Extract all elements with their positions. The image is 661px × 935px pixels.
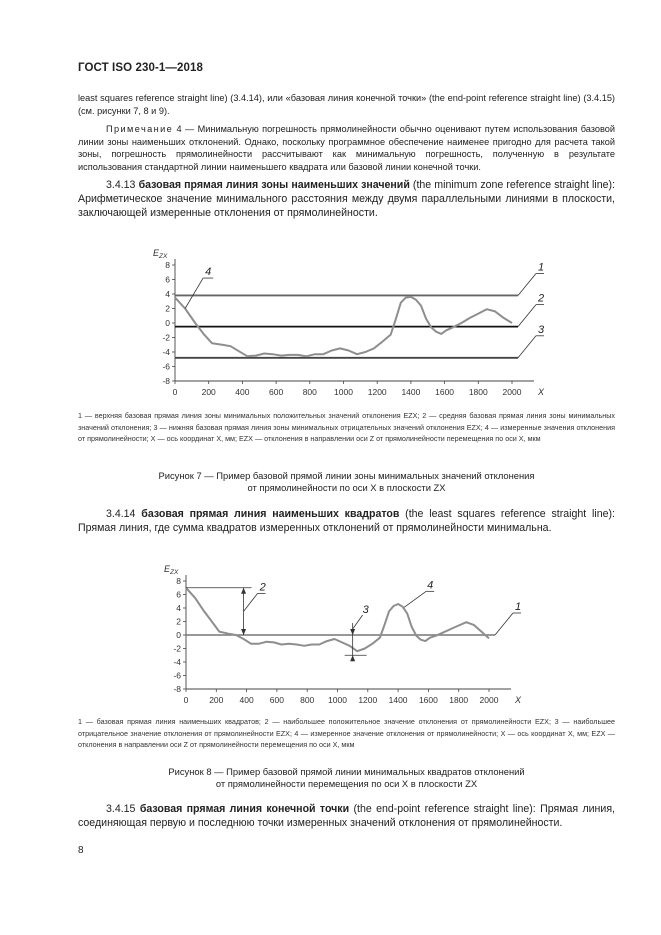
page-number: 8	[78, 845, 84, 856]
x-tick-label: 2000	[502, 387, 522, 397]
figure-8-caption-line1: Рисунок 8 — Пример базовой прямой линии минимальных квадратов отклонений	[168, 766, 525, 777]
term-title: базовая прямая линия зоны наименьших значений	[138, 179, 410, 191]
y-tick-label: -4	[162, 347, 170, 357]
x-tick-label: 400	[235, 387, 250, 397]
figure-8-legend: 1 — базовая прямая линия наименьших квадратов; 2 — наибольшее положительное значение отклонения от прямолинейности EZX; 3 — наибольшее отрицательное значение отклонения от прямолинейности EZX; 4 — измеренное значение отклонения от прямолинейности; X — ось координат X, мм; EZX — отклонения в направлении оси Z от прямолинейности перемещения по оси X, мкм	[78, 717, 615, 750]
term-number: 3.4.13	[106, 179, 136, 191]
annotation-leader-2	[244, 593, 258, 611]
y-tick-label: 6	[165, 274, 170, 285]
figure-7-caption-line1: Рисунок 7 — Пример базовой прямой линии зоны минимальных значений отклонения	[158, 470, 535, 481]
arrow-head	[241, 629, 246, 635]
figure-7-chart	[0, 232, 661, 402]
figure-7-legend: 1 — верхняя базовая прямая линия зоны минимальных положительных значений отклонения EZX; 2 — средняя базовая прямая линия зоны минимальных значений отклонения; 3 — нижняя базовая прямая линия зоны минимальных отрицательных значений отклонения EZX; 4 — измеренные значения отклонения от прямолинейности; X — ось координат X, мм; EZX — отклонения в направлении оси Z от прямолинейности перемещения по оси X, мкм	[78, 411, 615, 444]
y-tick-label: 6	[176, 589, 181, 600]
term-definition: (the least squares reference straight line): Прямая линия, где сумма квадратов измеренных отклонений от прямолинейности минимальна.	[78, 508, 615, 535]
x-tick-label: 2000	[479, 695, 499, 705]
y-tick-label: -2	[173, 643, 181, 654]
y-tick-label: 4	[165, 289, 170, 299]
y-tick-label: 4	[176, 603, 181, 613]
note-text: 4 — Минимальную погрешность прямолинейности обычно оценивают путем использования базовой линии зоны наименьших отклонений. Однако, поскольку программное обеспечение наименее пригодно для расчета такой зоны, погрешность прямолинейности рассчитывают как минимальную погрешность, полученную в результате использования стандартной линии наименьшего квадрата или базовой линии конечной точки.	[78, 124, 615, 172]
term-title: базовая прямая линия наименьших квадратов	[141, 508, 400, 520]
y-tick-label: -2	[162, 332, 170, 343]
note-label: Примечание	[106, 124, 174, 134]
intro-paragraph: least squares reference straight line) (3.4.14), или «базовая линия конечной точки» (the end-point reference straight line) (3.4.15) (см. рисунки 7, 8 и 9).	[78, 93, 615, 116]
y-tick-label: 8	[176, 576, 181, 586]
y-tick-label: 0	[176, 630, 181, 640]
reference-label-1: 1	[515, 601, 522, 613]
y-tick-label: -8	[173, 684, 181, 694]
term-number: 3.4.14	[106, 508, 136, 520]
reference-leader-1	[518, 273, 536, 295]
curve-label-4: 4	[205, 266, 212, 279]
term-3-4-15	[78, 802, 615, 830]
reference-label-3: 3	[538, 323, 545, 336]
x-tick-label: 600	[269, 387, 284, 397]
y-tick-label: 2	[165, 303, 170, 314]
x-tick-label: 1200	[358, 695, 378, 705]
term-definition: (the minimum zone reference straight line): Арифметическое значение минимального расстояния между двумя параллельными линиями в плоскости, заключающей измеренные отклонения от прямолинейности.	[78, 179, 615, 220]
reference-label-2: 2	[538, 292, 545, 305]
x-tick-label: 0	[172, 387, 178, 397]
x-tick-label: 400	[239, 695, 254, 705]
reference-label-1: 1	[538, 261, 545, 274]
figure-8-caption-line2: от прямолинейности перемещения по оси X в плоскости ZX	[215, 778, 478, 789]
x-tick-label: 1000	[328, 695, 347, 705]
x-axis-label: X	[515, 695, 522, 705]
reference-leader-3	[518, 336, 536, 358]
curve-leader-4	[185, 278, 203, 308]
arrow-head	[350, 655, 355, 661]
y-tick-label: -8	[162, 376, 170, 386]
x-tick-label: 1600	[435, 387, 455, 397]
y-tick-label: 0	[165, 318, 170, 328]
annotation-leader-3	[353, 615, 363, 629]
annotation-label-4: 4	[427, 579, 434, 592]
annotation-label-2: 2	[259, 581, 266, 594]
x-tick-label: 1200	[367, 387, 387, 397]
term-title: базовая прямая линия конечной точки	[139, 803, 350, 815]
y-axis-label: $E_{ZX}$	[164, 564, 179, 576]
x-tick-label: 1800	[468, 387, 488, 397]
term-number: 3.4.15	[106, 803, 136, 815]
term-3-4-13	[78, 178, 615, 221]
note-4	[78, 123, 615, 173]
reference-leader-1	[495, 613, 513, 635]
x-tick-label: 600	[269, 695, 284, 705]
x-tick-label: 1800	[449, 695, 469, 705]
y-axis-label: $E_{ZX}$	[153, 248, 168, 260]
deviation-curve	[186, 588, 489, 651]
x-tick-label: 800	[300, 695, 315, 705]
figure-7-caption-line2: от прямолинейности по оси X в плоскости ZX	[247, 482, 446, 493]
x-tick-label: 0	[183, 695, 189, 705]
document-header: ГОСТ ISO 230-1—2018	[78, 62, 203, 74]
term-definition: (the end-point reference straight line): Прямая линия, соединяющая первую и последнюю точки измеренных значений отклонения от прямолинейности.	[78, 803, 616, 830]
x-tick-label: 200	[201, 387, 216, 397]
x-tick-label: 200	[209, 695, 224, 705]
x-axis-label: X	[538, 387, 545, 397]
x-tick-label: 800	[302, 387, 317, 397]
arrow-head	[241, 588, 246, 594]
y-tick-label: -4	[173, 657, 181, 667]
annotation-leader-4	[404, 591, 426, 607]
y-tick-label: 8	[165, 260, 170, 270]
term-3-4-14	[78, 507, 615, 535]
reference-leader-2	[518, 305, 536, 327]
x-tick-label: 1400	[401, 387, 421, 397]
x-tick-label: 1600	[418, 695, 438, 705]
annotation-label-3: 3	[362, 604, 369, 616]
y-tick-label: -6	[173, 670, 181, 681]
figure-8-chart	[0, 556, 661, 716]
x-tick-label: 1000	[334, 387, 353, 397]
x-tick-label: 1400	[388, 695, 408, 705]
arrow-head	[350, 629, 355, 635]
y-tick-label: -6	[162, 361, 170, 372]
y-tick-label: 2	[176, 616, 181, 627]
